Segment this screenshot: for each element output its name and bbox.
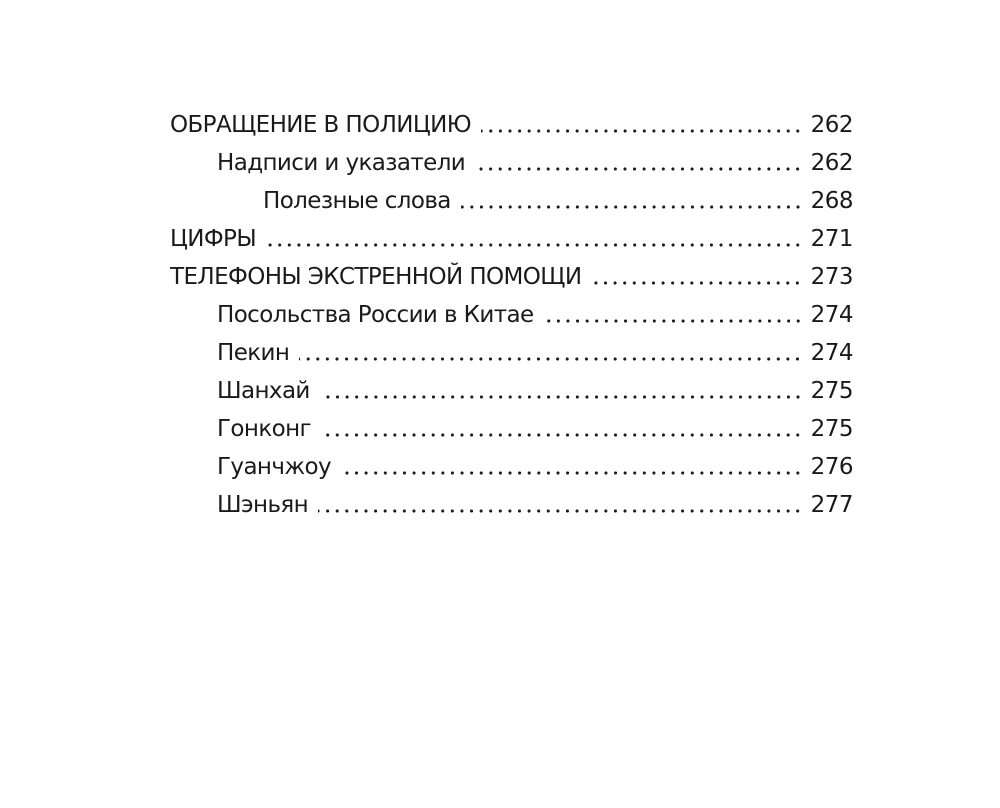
toc-entry-title: Полезные слова: [263, 188, 451, 214]
toc-entry-page-number: 274: [810, 302, 853, 328]
toc-entry[interactable]: [170, 372, 853, 410]
toc-entry-page-number: 262: [810, 112, 853, 138]
dot-leader: [321, 432, 803, 438]
dot-leader: [544, 318, 803, 324]
dot-leader: [266, 242, 803, 248]
toc-entry-title: Пекин: [217, 340, 290, 366]
toc-entry-title: ТЕЛЕФОНЫ ЭКСТРЕННОЙ ПОМОЩИ: [170, 264, 582, 290]
toc-entry[interactable]: [170, 486, 853, 524]
dot-leader: [320, 394, 803, 400]
toc-entry-title: Надписи и указатели: [217, 150, 466, 176]
toc-entry-title: Гуанчжоу: [217, 454, 331, 480]
toc-entry-title: Гонконг: [217, 416, 312, 442]
dot-leader: [475, 166, 802, 172]
toc-entry-page-number: 273: [810, 264, 853, 290]
toc-entry-title: ОБРАЩЕНИЕ В ПОЛИЦИЮ: [170, 112, 471, 138]
dot-leader: [318, 508, 803, 514]
dot-leader: [481, 128, 803, 134]
toc-entry-page-number: 277: [810, 492, 853, 518]
toc-entry[interactable]: [170, 410, 853, 448]
toc-entry-page-number: 274: [810, 340, 853, 366]
dot-leader: [461, 204, 803, 210]
toc-entry-page-number: 275: [810, 416, 853, 442]
toc-entry[interactable]: [170, 296, 853, 334]
toc-entry-page-number: 271: [810, 226, 853, 252]
toc-entry[interactable]: [170, 220, 853, 258]
table-of-contents: [170, 106, 853, 524]
toc-entry-title: Шэньян: [217, 492, 309, 518]
toc-entry[interactable]: [170, 258, 853, 296]
dot-leader: [299, 356, 802, 362]
toc-entry-page-number: 275: [810, 378, 853, 404]
toc-entry[interactable]: [170, 144, 853, 182]
dot-leader: [591, 280, 802, 286]
toc-entry-page-number: 276: [810, 454, 853, 480]
toc-entry-page-number: 262: [810, 150, 853, 176]
toc-entry-title: Шанхай: [217, 378, 310, 404]
toc-entry[interactable]: [170, 334, 853, 372]
toc-entry-page-number: 268: [810, 188, 853, 214]
dot-leader: [341, 470, 803, 476]
toc-entry[interactable]: [170, 182, 853, 220]
toc-entry-title: ЦИФРЫ: [170, 226, 257, 252]
toc-entry-title: Посольства России в Китае: [217, 302, 534, 328]
toc-entry[interactable]: [170, 106, 853, 144]
toc-entry[interactable]: [170, 448, 853, 486]
